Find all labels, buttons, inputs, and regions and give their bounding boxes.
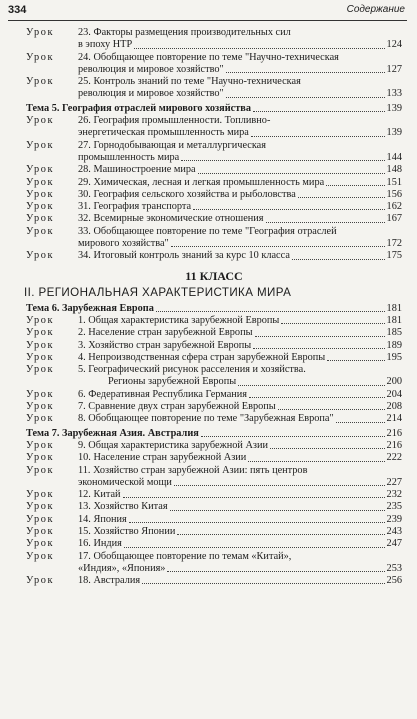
- entry-body: [78, 27, 402, 52]
- entry-body: [26, 103, 402, 115]
- page-reference: 181: [386, 302, 402, 314]
- entry-line: 23. Факторы размещения производительных сил: [78, 27, 291, 38]
- page-reference: 189: [386, 339, 402, 351]
- entry-last-line: [78, 238, 402, 250]
- page-reference: 253: [386, 562, 402, 574]
- dot-leader: [134, 48, 384, 49]
- lesson-label: Урок: [26, 489, 55, 501]
- lesson-label: Урок: [26, 413, 55, 425]
- dot-leader: [174, 485, 385, 486]
- toc-entry: [26, 526, 402, 538]
- page-reference: 148: [386, 164, 402, 176]
- dot-leader: [278, 409, 385, 410]
- page-reference: 243: [386, 525, 402, 537]
- entry-last-line: [78, 452, 402, 464]
- dot-leader: [248, 461, 384, 462]
- dot-leader: [266, 222, 385, 223]
- entry-body: [78, 352, 402, 364]
- entry-line: 17. Обобщающее повторение по темам «Китай»,: [78, 550, 292, 562]
- entry-line: 10. Население стран зарубежной Азии: [78, 452, 247, 464]
- lesson-label: Урок: [26, 351, 55, 363]
- entry-line: промышленность мира: [78, 151, 180, 163]
- page-reference: 156: [386, 188, 402, 200]
- entry-body: [78, 452, 402, 464]
- lesson-label: Урок: [26, 164, 55, 176]
- entry-last-line: [26, 303, 402, 315]
- dot-leader: [251, 136, 385, 137]
- entry-last-line: [78, 164, 402, 176]
- lesson-label: Урок: [26, 388, 55, 400]
- page-reference: 239: [386, 513, 402, 525]
- dot-leader: [253, 348, 384, 349]
- lesson-label: Урок: [26, 501, 55, 513]
- page-reference: 162: [386, 201, 402, 213]
- entry-body: [78, 465, 402, 490]
- entry-last-line: [78, 315, 402, 327]
- page-reference: 167: [386, 213, 402, 225]
- page-reference: 185: [386, 327, 402, 339]
- dot-leader: [298, 197, 385, 198]
- entry-line: 33. Обобщающее повторение по теме "География отраслей: [78, 225, 337, 237]
- entry-line: 2. Население стран зарубежной Европы: [78, 327, 253, 339]
- entry-body: [78, 389, 402, 401]
- lesson-label: Урок: [26, 76, 55, 88]
- entry-line: 13. Хозяйство Китая: [78, 501, 168, 513]
- entry-line: 24. Обобщающее повторение по теме "Научно-техническая: [78, 51, 339, 63]
- entry-last-line: [78, 64, 402, 76]
- toc-entry: [26, 352, 402, 364]
- entry-last-line: [78, 575, 402, 587]
- entry-body: [78, 177, 402, 189]
- page-reference: 227: [386, 476, 402, 488]
- toc-entry: [26, 327, 402, 339]
- lesson-label: Урок: [26, 550, 55, 562]
- entry-line: 9. Общая характеристика зарубежной Азии: [78, 439, 268, 451]
- entry-line: 32. Всемирные экономические отношения: [78, 213, 264, 225]
- page-reference: 235: [386, 501, 402, 513]
- page-reference: 127: [386, 63, 402, 75]
- dot-leader: [170, 510, 385, 511]
- lesson-label: Урок: [26, 115, 55, 127]
- entry-line: 26. География промышленности. Топливно-: [78, 115, 271, 127]
- page-reference: 151: [386, 176, 402, 188]
- entry-body: [78, 413, 402, 425]
- dot-leader: [292, 259, 385, 260]
- entry-body: [78, 551, 402, 576]
- entry-line: 14. Япония: [78, 513, 127, 525]
- toc-entry: [26, 440, 402, 452]
- entry-body: [78, 489, 402, 501]
- entry-line: 29. Химическая, лесная и легкая промышленность мира: [78, 176, 325, 188]
- entry-line: 16. Индия: [78, 538, 122, 550]
- toc-entry: [26, 389, 402, 401]
- entry-body: [78, 115, 402, 140]
- toc-entry: [26, 115, 402, 140]
- lesson-label: Урок: [26, 250, 55, 262]
- entry-last-line: [78, 401, 402, 413]
- entry-last-line: [78, 327, 402, 339]
- entry-body: [78, 315, 402, 327]
- entry-last-line: [78, 440, 402, 452]
- class-heading: 11 КЛАСС: [185, 268, 243, 283]
- section-heading: II. РЕГИОНАЛЬНАЯ ХАРАКТЕРИСТИКА МИРА: [24, 285, 292, 299]
- running-header-title: Содержание: [346, 4, 405, 15]
- entry-last-line: [78, 501, 402, 513]
- toc-entry: [26, 538, 402, 550]
- entry-body: [78, 538, 402, 550]
- entry-last-line: [78, 177, 402, 189]
- toc-entry: [26, 27, 402, 52]
- entry-line: 3. Хозяйство стран зарубежной Европы: [78, 339, 252, 351]
- entry-line: 34. Итоговый контроль знаний за курс 10 класса: [78, 250, 290, 262]
- entry-last-line: [78, 189, 402, 201]
- toc-entry: [26, 189, 402, 201]
- dot-leader: [238, 385, 384, 386]
- toc-entry: [26, 364, 402, 376]
- lesson-label: Урок: [26, 464, 55, 476]
- entry-last-line: [78, 514, 402, 526]
- dot-leader: [226, 97, 385, 98]
- lesson-label: Урок: [26, 452, 55, 464]
- dot-leader: [326, 185, 384, 186]
- lesson-label: Урок: [26, 525, 55, 537]
- toc-entry: [26, 575, 402, 587]
- dot-leader: [201, 436, 385, 437]
- entry-last-line: [78, 340, 402, 352]
- entry-line: 5. Географический рисунок расселения и хозяйства.: [78, 364, 306, 376]
- entry-line: Регионы зарубежной Европы: [108, 376, 237, 388]
- entry-body: [78, 201, 402, 213]
- dot-leader: [255, 336, 385, 337]
- dot-leader: [198, 173, 385, 174]
- toc-entry: [26, 201, 402, 213]
- toc-entry: [26, 250, 402, 262]
- toc-entry: [26, 213, 402, 225]
- lesson-label: Урок: [26, 327, 55, 339]
- entry-line: 27. Горнодобывающая и металлургическая: [78, 139, 266, 151]
- entry-line: Тема 7. Зарубежная Азия. Австралия: [26, 427, 199, 439]
- entry-body: [78, 213, 402, 225]
- entry-body: [78, 327, 402, 339]
- entry-line: 7. Сравнение двух стран зарубежной Европы: [78, 401, 276, 413]
- dot-leader: [336, 422, 385, 423]
- dot-leader: [181, 160, 384, 161]
- lesson-label: Урок: [26, 538, 55, 550]
- page-reference: 181: [386, 314, 402, 326]
- entry-last-line: [78, 39, 402, 51]
- page-reference: 232: [386, 489, 402, 501]
- dot-leader: [327, 360, 384, 361]
- toc-entry: [26, 340, 402, 352]
- lesson-label: Урок: [26, 339, 55, 351]
- page-reference: 247: [386, 538, 402, 550]
- entry-line: 1. Общая характеристика зарубежной Европы: [78, 314, 280, 326]
- dot-leader: [270, 448, 385, 449]
- page-reference: 214: [386, 413, 402, 425]
- page-number: 334: [8, 4, 27, 16]
- entry-line: 12. Китай: [78, 489, 121, 501]
- entry-body: [26, 428, 402, 440]
- toc-entry: [26, 52, 402, 77]
- entry-last-line: [78, 201, 402, 213]
- dot-leader: [142, 583, 384, 584]
- lesson-label: Урок: [26, 364, 55, 376]
- entry-line: 18. Австралия: [78, 575, 141, 587]
- entry-body: [78, 189, 402, 201]
- page-reference: 172: [386, 238, 402, 250]
- header-rule: [8, 20, 407, 21]
- entry-line: 30. География сельского хозяйства и рыболовства: [78, 188, 296, 200]
- entry-line: 15. Хозяйство Японии: [78, 525, 176, 537]
- toc-part-1: [26, 27, 402, 263]
- entry-line: мирового хозяйства": [78, 238, 169, 250]
- page-reference: 208: [386, 401, 402, 413]
- lesson-label: Урок: [26, 188, 55, 200]
- dot-leader: [171, 246, 385, 247]
- entry-body: [78, 164, 402, 176]
- entry-last-line: [26, 428, 402, 440]
- toc-entry: [26, 413, 402, 425]
- page-reference: 216: [386, 427, 402, 439]
- entry-body: [78, 514, 402, 526]
- entry-body: [78, 250, 402, 262]
- dot-leader: [129, 522, 385, 523]
- entry-body: [78, 140, 402, 165]
- lesson-label: Урок: [26, 401, 55, 413]
- table-of-contents: [26, 27, 402, 587]
- entry-last-line: [78, 152, 402, 164]
- entry-line: «Индия», «Япония»: [78, 562, 166, 574]
- toc-entry: [26, 76, 402, 101]
- toc-entry: [26, 465, 402, 490]
- entry-line: в эпоху НТР: [78, 39, 133, 51]
- entry-body: [78, 401, 402, 413]
- toc-entry: [26, 376, 402, 388]
- toc-entry: [26, 514, 402, 526]
- dot-leader: [167, 571, 384, 572]
- entry-body: [78, 364, 402, 376]
- lesson-label: Урок: [26, 213, 55, 225]
- dot-leader: [177, 534, 384, 535]
- entry-line: экономической мощи: [78, 476, 172, 488]
- lesson-label: Урок: [26, 139, 55, 151]
- lesson-label: Урок: [26, 575, 55, 587]
- toc-topic: [26, 428, 402, 440]
- entry-last-line: [78, 413, 402, 425]
- entry-line: революция и мировое хозяйство": [78, 88, 224, 100]
- entry-line: 8. Обобщающее повторение по теме "Зарубежная Европа": [78, 413, 334, 425]
- entry-last-line: [78, 489, 402, 501]
- page-reference: 200: [386, 376, 402, 388]
- toc-part-2: [26, 303, 402, 588]
- entry-line: 28. Машиностроение мира: [78, 164, 196, 176]
- entry-last-line: [78, 389, 402, 401]
- entry-body: [26, 303, 402, 315]
- entry-body: [78, 376, 402, 388]
- entry-last-line: [78, 88, 402, 100]
- entry-line: 6. Федеративная Республика Германия: [78, 388, 248, 400]
- page-reference: 222: [386, 452, 402, 464]
- dot-leader: [249, 397, 385, 398]
- entry-line: революция и мировое хозяйство": [78, 63, 224, 75]
- toc-entry: [26, 551, 402, 576]
- entry-body: [78, 226, 402, 251]
- entry-body: [78, 526, 402, 538]
- page-reference: 256: [386, 575, 402, 587]
- entry-last-line: [78, 526, 402, 538]
- toc-entry: [26, 489, 402, 501]
- page-reference: 139: [386, 127, 402, 139]
- entry-last-line: [78, 352, 402, 364]
- lesson-label: Урок: [26, 51, 55, 63]
- dot-leader: [253, 111, 385, 112]
- toc-entry: [26, 226, 402, 251]
- entry-body: [78, 501, 402, 513]
- lesson-label: Урок: [26, 513, 55, 525]
- entry-line: 4. Непроизводственная сфера стран зарубежной Европы: [78, 351, 326, 363]
- lesson-label: Урок: [26, 27, 55, 38]
- dot-leader: [281, 323, 384, 324]
- lesson-label: Урок: [26, 314, 55, 326]
- page-reference: 195: [386, 351, 402, 363]
- lesson-label: Урок: [26, 201, 55, 213]
- dot-leader: [193, 209, 384, 210]
- page-reference: 144: [386, 151, 402, 163]
- toc-entry: [26, 177, 402, 189]
- page-reference: 124: [386, 39, 402, 51]
- entry-body: [78, 76, 402, 101]
- entry-line: 11. Хозяйство стран зарубежной Азии: пять центров: [78, 464, 308, 476]
- entry-line: Тема 6. Зарубежная Европа: [26, 302, 154, 314]
- entry-last-line: [78, 250, 402, 262]
- entry-line: 31. География транспорта: [78, 201, 192, 213]
- toc-entry: [26, 452, 402, 464]
- page-reference: 204: [386, 388, 402, 400]
- entry-body: [78, 575, 402, 587]
- lesson-label: Урок: [26, 439, 55, 451]
- dot-leader: [124, 547, 385, 548]
- entry-last-line: [78, 538, 402, 550]
- toc-entry: [26, 401, 402, 413]
- entry-last-line: [78, 477, 402, 489]
- entry-last-line: [78, 364, 402, 376]
- entry-last-line: [78, 213, 402, 225]
- entry-last-line: [26, 103, 402, 115]
- lesson-label: Урок: [26, 225, 55, 237]
- entry-last-line: [78, 127, 402, 139]
- dot-leader: [123, 497, 385, 498]
- entry-body: [78, 52, 402, 77]
- entry-line: 25. Контроль знаний по теме "Научно-техническая: [78, 76, 301, 88]
- entry-line: энергетическая промышленность мира: [78, 127, 249, 139]
- entry-body: [78, 340, 402, 352]
- entry-last-line: [108, 376, 402, 388]
- entry-last-line: [78, 563, 402, 575]
- toc-entry: [26, 315, 402, 327]
- toc-topic: [26, 303, 402, 315]
- lesson-label: Урок: [26, 176, 55, 188]
- page-reference: 175: [386, 250, 402, 262]
- toc-entry: [26, 501, 402, 513]
- entry-line: Тема 5. География отраслей мирового хозяйства: [26, 102, 251, 114]
- dot-leader: [226, 72, 385, 73]
- toc-entry: [26, 164, 402, 176]
- page-reference: 216: [386, 439, 402, 451]
- lesson-label: [26, 376, 78, 388]
- entry-body: [78, 440, 402, 452]
- page-reference: 133: [386, 88, 402, 100]
- page-header: [0, 0, 417, 22]
- page-reference: 139: [386, 102, 402, 114]
- dot-leader: [156, 311, 385, 312]
- toc-topic: [26, 103, 402, 115]
- toc-entry: [26, 140, 402, 165]
